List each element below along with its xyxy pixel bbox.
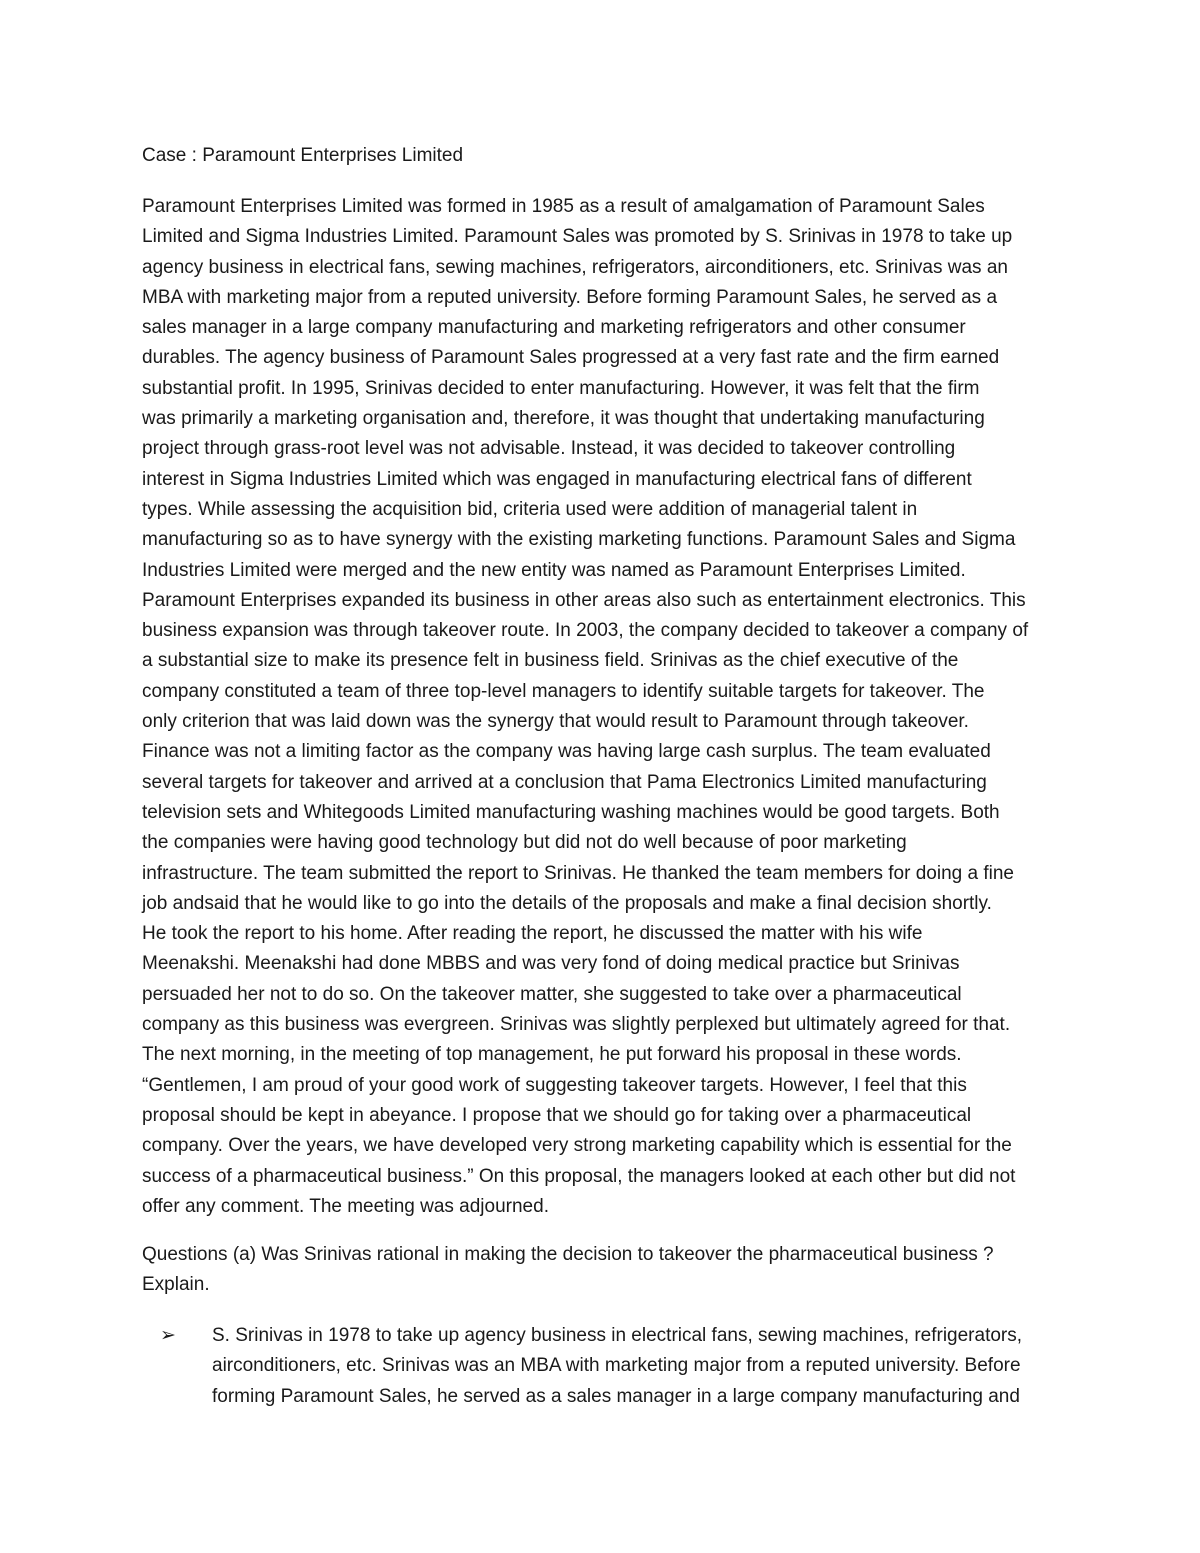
body-line: offer any comment. The meeting was adjourned. — [142, 1195, 549, 1217]
body-line: persuaded her not to do so. On the takeover matter, she suggested to take over a pharmaceutical — [142, 983, 962, 1005]
bullet-line: airconditioners, etc. Srinivas was an MBA with marketing major from a reputed university. Before — [212, 1355, 1021, 1377]
body-line: The next morning, in the meeting of top management, he put forward his proposal in these words. — [142, 1044, 962, 1066]
body-line: company constituted a team of three top-level managers to identify suitable targets for takeover. The — [142, 680, 985, 702]
body-line: Finance was not a limiting factor as the company was having large cash surplus. The team evaluated — [142, 741, 991, 763]
body-line: durables. The agency business of Paramount Sales progressed at a very fast rate and the firm earned — [142, 347, 1000, 369]
body-line: the companies were having good technology but did not do well because of poor marketing — [142, 832, 907, 854]
body-line: Paramount Enterprises Limited was formed in 1985 as a result of amalgamation of Paramount Sales — [142, 196, 985, 217]
body-line: Paramount Enterprises expanded its business in other areas also such as entertainment electronics. This — [142, 589, 1026, 611]
body-line: Meenakshi. Meenakshi had done MBBS and was very fond of doing medical practice but Srinivas — [142, 953, 960, 975]
question-paragraph — [142, 1240, 1072, 1301]
body-line: job andsaid that he would like to go into the details of the proposals and make a final decision shortly. — [142, 892, 992, 914]
body-line: “Gentlemen, I am proud of your good work of suggesting takeover targets. However, I feel that this — [142, 1074, 967, 1096]
body-line: success of a pharmaceutical business.” On this proposal, the managers looked at each other but did not — [142, 1165, 1016, 1187]
body-line: Limited and Sigma Industries Limited. Paramount Sales was promoted by S. Srinivas in 1978 to take up — [142, 226, 1013, 248]
body-line: proposal should be kept in abeyance. I propose that we should go for taking over a pharmaceutical — [142, 1104, 972, 1126]
body-line: was primarily a marketing organisation and, therefore, it was thought that undertaking manufacturing — [142, 408, 985, 430]
body-line: Industries Limited were merged and the new entity was named as Paramount Enterprises Limited. — [142, 559, 966, 581]
arrowhead-bullet-icon: ➢ — [160, 1325, 176, 1346]
body-line: company as this business was evergreen. Srinivas was slightly perplexed but ultimately agreed for that. — [142, 1014, 1011, 1036]
body-line: several targets for takeover and arrived at a conclusion that Pama Electronics Limited manufacturing — [142, 771, 987, 793]
body-line: MBA with marketing major from a reputed university. Before forming Paramount Sales, he served as a — [142, 286, 998, 308]
bullet-line: forming Paramount Sales, he served as a sales manager in a large company manufacturing and — [212, 1385, 1020, 1407]
body-line: substantial profit. In 1995, Srinivas decided to enter manufacturing. However, it was felt that the firm — [142, 377, 980, 399]
body-line: infrastructure. The team submitted the report to Srinivas. He thanked the team members for doing a fine — [142, 862, 1014, 884]
question-line: Explain. — [142, 1274, 210, 1296]
body-line: business expansion was through takeover route. In 2003, the company decided to takeover a company of — [142, 620, 1029, 642]
document-title: Case : Paramount Enterprises Limited — [142, 145, 464, 166]
body-line: a substantial size to make its presence felt in business field. Srinivas as the chief executive of the — [142, 650, 959, 672]
body-line: only criterion that was laid down was the synergy that would result to Paramount through takeover. — [142, 711, 969, 733]
body-line: sales manager in a large company manufacturing and marketing refrigerators and other consumer — [142, 317, 966, 339]
case-body-paragraph — [142, 192, 1072, 1222]
body-line: company. Over the years, we have developed very strong marketing capability which is essential for the — [142, 1135, 1012, 1157]
question-line: Questions (a) Was Srinivas rational in making the decision to takeover the pharmaceutical business ? — [142, 1244, 994, 1265]
body-line: television sets and Whitegoods Limited manufacturing washing machines would be good targets. Both — [142, 801, 1000, 823]
body-line: project through grass-root level was not advisable. Instead, it was decided to takeover controlling — [142, 438, 956, 460]
bullet-line: S. Srinivas in 1978 to take up agency business in electrical fans, sewing machines, refrigerators, — [212, 1325, 1023, 1346]
body-line: interest in Sigma Industries Limited which was engaged in manufacturing electrical fans of different — [142, 468, 972, 490]
body-line: manufacturing so as to have synergy with the existing marketing functions. Paramount Sales and Sigma — [142, 529, 1016, 551]
body-line: He took the report to his home. After reading the report, he discussed the matter with his wife — [142, 923, 923, 945]
body-line: types. While assessing the acquisition bid, criteria used were addition of managerial talent in — [142, 498, 918, 520]
answer-bullet-text — [212, 1321, 1072, 1412]
body-line: agency business in electrical fans, sewing machines, refrigerators, airconditioners, etc. Srinivas was an — [142, 256, 1008, 278]
